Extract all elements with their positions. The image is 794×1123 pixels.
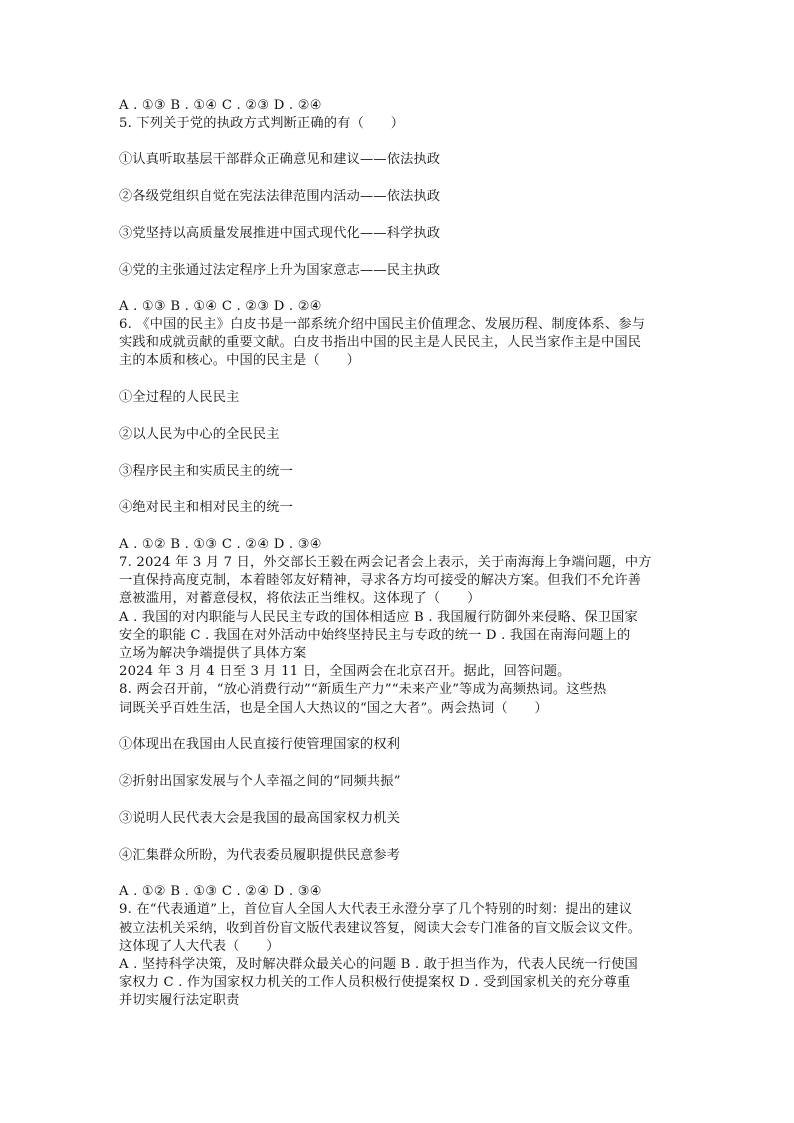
q9-options-line-2: 家权力 C . 作为国家权力机关的工作人员积极行使提案权 D . 受到国家机关的充分尊重 xyxy=(119,975,631,990)
q6-statement-3: ③程序民主和实质民主的统一 xyxy=(119,464,294,479)
q5-stem: 5. 下列关于党的执政方式判断正确的有（ ） xyxy=(119,116,405,131)
q8-statement-3: ③说明人民代表大会是我国的最高国家权力机关 xyxy=(119,811,401,826)
q5-statement-2: ②各级党组织自觉在宪法法律范围内活动——依法执政 xyxy=(119,189,441,204)
q7-options-line-1: A . 我国的对内职能与人民民主专政的国体相适应 B . 我国履行防御外来侵略、保卫国家 xyxy=(119,610,638,625)
q8-statement-4: ④汇集群众所盼，为代表委员履职提供民意参考 xyxy=(119,848,401,863)
q5-statement-1: ①认真听取基层干部群众正确意见和建议——依法执政 xyxy=(119,152,441,167)
q4-options: A . ①③ B . ①④ C . ②③ D . ②④ xyxy=(119,98,322,113)
q7-stem-line-2: 一直保持高度克制，本着睦邻友好精神，寻求各方均可接受的解决方案。但我们不允许善 xyxy=(119,573,642,588)
q7-options-line-2: 安全的职能 C . 我国在对外活动中始终坚持民主与专政的统一 D . 我国在南海问题上的 xyxy=(119,628,631,643)
q9-stem-line-1: 9. 在“代表通道”上，首位盲人全国人大代表王永澄分享了几个特别的时刻：提出的建议 xyxy=(119,902,633,917)
q8-stem-line-1: 8. 两会召开前，“放心消费行动”“新质生产力”“未来产业”等成为高频热词。这些热 xyxy=(119,682,607,697)
q6-statement-2: ②以人民为中心的全民民主 xyxy=(119,427,280,442)
q9-stem-line-2: 被立法机关采纳，收到首份盲文版代表建议答复，阅读大会专门准备的盲文版会议文件。 xyxy=(119,921,642,936)
q6-statement-4: ④绝对民主和相对民主的统一 xyxy=(119,500,294,515)
q6-stem-line-3: 主的本质和核心。中国的民主是（ ） xyxy=(119,353,360,368)
q7-stem-line-1: 7. 2024 年 3 月 7 日，外交部长王毅在两会记者会上表示，关于南海海上争端问题，中方 xyxy=(119,555,652,570)
q8-statement-1: ①体现出在我国由人民直接行使管理国家的权利 xyxy=(119,737,401,752)
q9-options-line-3: 并切实履行法定职责 xyxy=(119,993,240,1008)
q5-statement-3: ③党坚持以高质量发展推进中国式现代化——科学执政 xyxy=(119,226,441,241)
q7-stem-line-3: 意被滥用，对蓄意侵权，将依法正当维权。这体现了（ ） xyxy=(119,591,481,606)
q8-stem-line-2: 词既关乎百姓生活，也是全国人大热议的“国之大者”。两会热词（ ） xyxy=(119,701,548,716)
material-intro: 2024 年 3 月 4 日至 3 月 11 日，全国两会在北京召开。据此，回答问题。 xyxy=(119,664,571,679)
q8-statement-2: ②折射出国家发展与个人幸福之间的“同频共振” xyxy=(119,774,401,789)
q9-options-line-1: A . 坚持科学决策，及时解决群众最关心的问题 B . 敢于担当作为，代表人民统一行使国 xyxy=(119,957,638,972)
q9-stem-line-3: 这体现了人大代表（ ） xyxy=(119,939,280,954)
q6-statement-1: ①全过程的人民民主 xyxy=(119,390,240,405)
q6-options: A . ①② B . ①③ C . ②④ D . ③④ xyxy=(119,537,322,552)
q7-options-line-3: 立场为解决争端提供了具体方案 xyxy=(119,646,307,661)
q6-stem-line-2: 实践和成就贡献的重要文献。白皮书指出中国的民主是人民民主，人民当家作主是中国民 xyxy=(119,335,642,350)
q5-options: A . ①③ B . ①④ C . ②③ D . ②④ xyxy=(119,299,322,314)
q6-stem-line-1: 6. 《中国的民主》白皮书是一部系统介绍中国民主价值理念、发展历程、制度体系、参与 xyxy=(119,317,646,332)
q8-options: A . ①② B . ①③ C . ②④ D . ③④ xyxy=(119,884,322,899)
q5-statement-4: ④党的主张通过法定程序上升为国家意志——民主执政 xyxy=(119,263,441,278)
